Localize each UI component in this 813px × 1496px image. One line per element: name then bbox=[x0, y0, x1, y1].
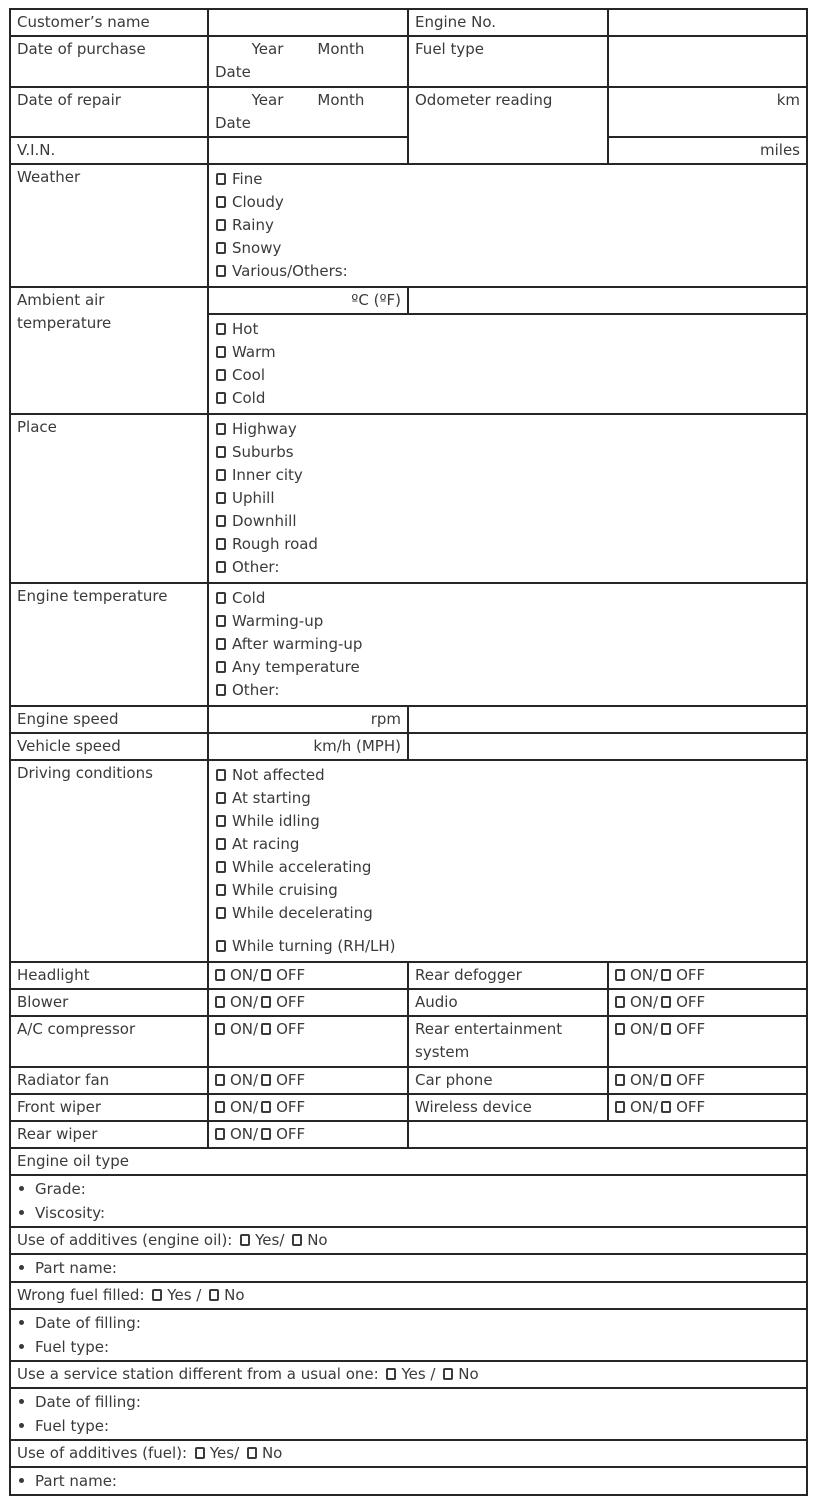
option-label: Cloudy bbox=[232, 193, 284, 211]
off-label: OFF bbox=[276, 1020, 306, 1038]
checkbox-option-downhill[interactable] bbox=[216, 510, 800, 533]
checkbox-icon[interactable] bbox=[240, 1234, 250, 1246]
part-name-fuel-cell bbox=[10, 1467, 807, 1495]
repair-date-input-cell[interactable] bbox=[208, 87, 408, 137]
ac-compressor-onoff-cell bbox=[208, 1016, 408, 1067]
checkbox-option-at-starting[interactable] bbox=[216, 787, 800, 810]
date-label: Date bbox=[215, 63, 251, 81]
bullet-icon bbox=[19, 1186, 24, 1191]
checkbox-icon[interactable] bbox=[216, 323, 226, 335]
date-of-filling-label: Date of filling: bbox=[35, 1314, 141, 1332]
blower-label: Blower bbox=[10, 989, 208, 1016]
table-row bbox=[10, 733, 807, 760]
option-label: Rainy bbox=[232, 216, 274, 234]
checkbox-icon[interactable] bbox=[247, 1447, 257, 1459]
table-row bbox=[10, 36, 807, 87]
fuel-type-label: Fuel type bbox=[408, 36, 608, 87]
yes-label: Yes/ bbox=[209, 1444, 240, 1462]
engine-oil-bullets-cell bbox=[10, 1175, 807, 1227]
option-label: Fine bbox=[232, 170, 263, 188]
engine-temperature-options-cell bbox=[208, 583, 807, 706]
ambient-temperature-input-cell[interactable] bbox=[208, 287, 408, 314]
checkbox-icon[interactable] bbox=[615, 1023, 625, 1035]
checkbox-icon[interactable] bbox=[261, 1074, 271, 1086]
wrong-fuel-label: Wrong fuel filled: bbox=[17, 1286, 145, 1304]
rear-wiper-label: Rear wiper bbox=[10, 1121, 208, 1148]
option-label: While accelerating bbox=[232, 858, 372, 876]
checkbox-icon[interactable] bbox=[216, 940, 226, 952]
on-label: ON/ bbox=[230, 966, 259, 984]
list-item bbox=[17, 1256, 800, 1280]
checkbox-icon[interactable] bbox=[216, 515, 226, 527]
rear-defogger-label: Rear defogger bbox=[408, 962, 608, 989]
checkbox-icon[interactable] bbox=[292, 1234, 302, 1246]
vehicle-speed-input-cell[interactable] bbox=[208, 733, 408, 760]
part-name-oil-cell bbox=[10, 1254, 807, 1282]
checkbox-option-cold[interactable] bbox=[216, 387, 800, 410]
option-label: After warming-up bbox=[232, 635, 363, 653]
checkbox-icon[interactable] bbox=[661, 1023, 671, 1035]
checkbox-option-rough-road[interactable] bbox=[216, 533, 800, 556]
on-label: ON/ bbox=[630, 966, 659, 984]
bullet-icon bbox=[19, 1344, 24, 1349]
checkbox-option-after-warming-up[interactable] bbox=[216, 633, 800, 656]
checkbox-option-uphill[interactable] bbox=[216, 487, 800, 510]
option-label: While decelerating bbox=[232, 904, 373, 922]
service-station-label: Use a service station different from a usual one: bbox=[17, 1365, 379, 1383]
radiator-fan-onoff-cell bbox=[208, 1067, 408, 1094]
audio-onoff-cell bbox=[608, 989, 807, 1016]
ambient-options-cell bbox=[208, 314, 807, 414]
fuel-type-label: Fuel type: bbox=[35, 1338, 110, 1356]
vehicle-speed-extra-cell[interactable] bbox=[408, 733, 807, 760]
audio-label: Audio bbox=[408, 989, 608, 1016]
checkbox-option-other[interactable] bbox=[216, 679, 800, 702]
customer-name-label: Customer’s name bbox=[10, 9, 208, 36]
on-label: ON/ bbox=[630, 1071, 659, 1089]
date-of-purchase-label: Date of purchase bbox=[10, 36, 208, 87]
checkbox-icon[interactable] bbox=[216, 392, 226, 404]
off-label: OFF bbox=[276, 966, 306, 984]
bullet-icon bbox=[19, 1265, 24, 1270]
option-label: Other: bbox=[232, 558, 280, 576]
fuel-fill-bullets-cell-2 bbox=[10, 1388, 807, 1440]
no-label: No bbox=[224, 1286, 245, 1304]
table-row bbox=[10, 1309, 807, 1361]
on-label: ON/ bbox=[630, 993, 659, 1011]
customer-name-input-cell[interactable] bbox=[208, 9, 408, 36]
checkbox-option-cloudy[interactable] bbox=[216, 191, 800, 214]
checkbox-icon[interactable] bbox=[261, 1128, 271, 1140]
checkbox-option-cold[interactable] bbox=[216, 587, 800, 610]
headlight-onoff-cell bbox=[208, 962, 408, 989]
date-label: Date bbox=[215, 114, 251, 132]
odometer-km-input-cell[interactable] bbox=[608, 87, 807, 137]
on-label: ON/ bbox=[230, 1098, 259, 1116]
rear-defogger-onoff-cell bbox=[608, 962, 807, 989]
table-row bbox=[10, 706, 807, 733]
additives-oil-cell bbox=[10, 1227, 807, 1254]
option-label: Downhill bbox=[232, 512, 297, 530]
checkbox-icon[interactable] bbox=[216, 684, 226, 696]
table-row bbox=[10, 1227, 807, 1254]
place-label: Place bbox=[10, 414, 208, 583]
miles-unit-label: miles bbox=[760, 141, 800, 159]
grade-label: Grade: bbox=[35, 1180, 86, 1198]
checkbox-icon[interactable] bbox=[216, 265, 226, 277]
table-row bbox=[10, 1175, 807, 1227]
checkbox-icon[interactable] bbox=[661, 1101, 671, 1113]
wrong-fuel-cell bbox=[10, 1282, 807, 1309]
on-label: ON/ bbox=[630, 1020, 659, 1038]
checkbox-option-inner-city[interactable] bbox=[216, 464, 800, 487]
checkbox-icon[interactable] bbox=[216, 492, 226, 504]
rear-entertainment-label: Rear entertainment system bbox=[408, 1016, 608, 1067]
fuel-type-label: Fuel type: bbox=[35, 1417, 110, 1435]
weather-label: Weather bbox=[10, 164, 208, 287]
checkbox-icon[interactable] bbox=[216, 592, 226, 604]
table-row bbox=[10, 287, 807, 314]
engine-speed-extra-cell[interactable] bbox=[408, 706, 807, 733]
checkbox-icon[interactable] bbox=[661, 996, 671, 1008]
checkbox-option-highway[interactable] bbox=[216, 418, 800, 441]
ambient-air-temperature-label: Ambient air temperature bbox=[10, 287, 208, 414]
checkbox-option-while-idling[interactable] bbox=[216, 810, 800, 833]
yes-label: Yes / bbox=[401, 1365, 436, 1383]
vehicle-speed-label: Vehicle speed bbox=[10, 733, 208, 760]
checkbox-icon[interactable] bbox=[215, 1101, 225, 1113]
checkbox-icon[interactable] bbox=[215, 969, 225, 981]
checkbox-icon[interactable] bbox=[661, 1074, 671, 1086]
option-label: Snowy bbox=[232, 239, 282, 257]
year-label: Year bbox=[251, 40, 284, 58]
checkbox-option-hot[interactable] bbox=[216, 318, 800, 341]
checkbox-icon[interactable] bbox=[261, 1101, 271, 1113]
checkbox-option-while-turning[interactable] bbox=[216, 935, 800, 958]
checkbox-icon[interactable] bbox=[261, 969, 271, 981]
car-phone-label: Car phone bbox=[408, 1067, 608, 1094]
checkbox-icon[interactable] bbox=[216, 815, 226, 827]
additives-fuel-cell bbox=[10, 1440, 807, 1467]
engine-oil-type-label: Engine oil type bbox=[10, 1148, 807, 1175]
table-row bbox=[10, 1282, 807, 1309]
off-label: OFF bbox=[676, 1071, 706, 1089]
on-label: ON/ bbox=[230, 1071, 259, 1089]
rear-wiper-onoff-cell bbox=[208, 1121, 408, 1148]
checkbox-icon[interactable] bbox=[661, 969, 671, 981]
temperature-unit-label: ºC (ºF) bbox=[351, 291, 401, 309]
off-label: OFF bbox=[676, 1098, 706, 1116]
checkbox-icon[interactable] bbox=[215, 1023, 225, 1035]
checkbox-icon[interactable] bbox=[615, 969, 625, 981]
checkbox-icon[interactable] bbox=[443, 1368, 453, 1380]
checkbox-icon[interactable] bbox=[386, 1368, 396, 1380]
odometer-miles-input-cell[interactable] bbox=[608, 137, 807, 164]
rear-entertainment-onoff-cell bbox=[608, 1016, 807, 1067]
option-label: Inner city bbox=[232, 466, 303, 484]
table-row bbox=[10, 989, 807, 1016]
month-label: Month bbox=[317, 91, 365, 109]
checkbox-option-warm[interactable] bbox=[216, 341, 800, 364]
checkbox-icon[interactable] bbox=[216, 538, 226, 550]
off-label: OFF bbox=[676, 1020, 706, 1038]
blower-onoff-cell bbox=[208, 989, 408, 1016]
off-label: OFF bbox=[276, 1125, 306, 1143]
checkbox-icon[interactable] bbox=[216, 769, 226, 781]
checkbox-option-while-cruising[interactable] bbox=[216, 879, 800, 902]
table-row bbox=[10, 583, 807, 706]
engine-no-label: Engine No. bbox=[408, 9, 608, 36]
option-label: Not affected bbox=[232, 766, 325, 784]
list-item bbox=[17, 1311, 800, 1335]
checkbox-option-while-accelerating[interactable] bbox=[216, 856, 800, 879]
wireless-device-onoff-cell bbox=[608, 1094, 807, 1121]
checkbox-icon[interactable] bbox=[615, 996, 625, 1008]
no-label: No bbox=[458, 1365, 479, 1383]
list-item bbox=[17, 1469, 800, 1493]
checkbox-icon[interactable] bbox=[615, 1074, 625, 1086]
table-row bbox=[10, 1067, 807, 1094]
option-label: Any temperature bbox=[232, 658, 360, 676]
driving-conditions-options-cell bbox=[208, 760, 807, 962]
checkbox-icon[interactable] bbox=[216, 861, 226, 873]
option-label: Suburbs bbox=[232, 443, 294, 461]
ac-compressor-label: A/C compressor bbox=[10, 1016, 208, 1067]
checkbox-option-other[interactable] bbox=[216, 556, 800, 579]
table-row bbox=[10, 414, 807, 583]
off-label: OFF bbox=[276, 1098, 306, 1116]
km-unit-label: km bbox=[776, 91, 800, 109]
off-label: OFF bbox=[276, 1071, 306, 1089]
yes-label: Yes / bbox=[167, 1286, 202, 1304]
checkbox-icon[interactable] bbox=[216, 423, 226, 435]
table-row bbox=[10, 1440, 807, 1467]
date-of-repair-label: Date of repair bbox=[10, 87, 208, 137]
checkbox-icon[interactable] bbox=[216, 792, 226, 804]
engine-temperature-label: Engine temperature bbox=[10, 583, 208, 706]
checkbox-icon[interactable] bbox=[216, 469, 226, 481]
option-label: Warm bbox=[232, 343, 276, 361]
checkbox-icon[interactable] bbox=[261, 996, 271, 1008]
service-station-cell bbox=[10, 1361, 807, 1388]
yes-label: Yes/ bbox=[255, 1231, 285, 1249]
checkbox-icon[interactable] bbox=[216, 907, 226, 919]
table-row bbox=[10, 1254, 807, 1282]
option-label: While turning (RH/LH) bbox=[232, 937, 396, 955]
checkbox-icon[interactable] bbox=[216, 219, 226, 231]
option-label: Cold bbox=[232, 389, 266, 407]
on-label: ON/ bbox=[230, 1020, 259, 1038]
checkbox-option-fine[interactable] bbox=[216, 168, 800, 191]
checkbox-icon[interactable] bbox=[215, 996, 225, 1008]
table-row bbox=[10, 9, 807, 36]
repair-questionnaire-table bbox=[9, 8, 808, 1496]
checkbox-icon[interactable] bbox=[216, 446, 226, 458]
table-row bbox=[10, 760, 807, 962]
driving-conditions-label: Driving conditions bbox=[10, 760, 208, 962]
engine-no-input-cell[interactable] bbox=[608, 9, 807, 36]
part-name-label: Part name: bbox=[35, 1259, 117, 1277]
additives-fuel-label: Use of additives (fuel): bbox=[17, 1444, 188, 1462]
part-name-label: Part name: bbox=[35, 1472, 117, 1490]
table-row bbox=[10, 1121, 807, 1148]
checkbox-option-various-others[interactable] bbox=[216, 260, 800, 283]
list-item bbox=[17, 1390, 800, 1414]
on-label: ON/ bbox=[630, 1098, 659, 1116]
table-row bbox=[10, 1388, 807, 1440]
bullet-icon bbox=[19, 1399, 24, 1404]
engine-speed-label: Engine speed bbox=[10, 706, 208, 733]
checkbox-icon[interactable] bbox=[216, 838, 226, 850]
on-label: ON/ bbox=[230, 1125, 259, 1143]
checkbox-icon[interactable] bbox=[152, 1289, 162, 1301]
table-row bbox=[10, 1361, 807, 1388]
table-row bbox=[10, 1094, 807, 1121]
table-row bbox=[10, 962, 807, 989]
checkbox-icon[interactable] bbox=[216, 242, 226, 254]
checkbox-option-not-affected[interactable] bbox=[216, 764, 800, 787]
kmh-unit-label: km/h (MPH) bbox=[313, 737, 401, 755]
option-label: While idling bbox=[232, 812, 320, 830]
option-label: Rough road bbox=[232, 535, 318, 553]
fuel-type-input-cell[interactable] bbox=[608, 36, 807, 87]
table-row bbox=[10, 1148, 807, 1175]
year-label: Year bbox=[251, 91, 284, 109]
checkbox-icon[interactable] bbox=[261, 1023, 271, 1035]
fuel-fill-bullets-cell bbox=[10, 1309, 807, 1361]
table-row bbox=[10, 164, 807, 287]
option-label: Other: bbox=[232, 681, 280, 699]
checkbox-option-snowy[interactable] bbox=[216, 237, 800, 260]
checkbox-option-while-decelerating[interactable] bbox=[216, 902, 800, 925]
rear-wiper-extra-cell bbox=[408, 1121, 807, 1148]
checkbox-icon[interactable] bbox=[216, 615, 226, 627]
bullet-icon bbox=[19, 1478, 24, 1483]
checkbox-icon[interactable] bbox=[216, 369, 226, 381]
checkbox-icon[interactable] bbox=[216, 346, 226, 358]
option-label: Cold bbox=[232, 589, 266, 607]
engine-speed-input-cell[interactable] bbox=[208, 706, 408, 733]
vin-input-cell[interactable] bbox=[208, 137, 408, 164]
option-label: At starting bbox=[232, 789, 311, 807]
checkbox-option-rainy[interactable] bbox=[216, 214, 800, 237]
checkbox-icon[interactable] bbox=[195, 1447, 205, 1459]
table-row bbox=[10, 1016, 807, 1067]
off-label: OFF bbox=[676, 993, 706, 1011]
checkbox-icon[interactable] bbox=[215, 1074, 225, 1086]
option-label: At racing bbox=[232, 835, 300, 853]
viscosity-label: Viscosity: bbox=[35, 1204, 106, 1222]
no-label: No bbox=[261, 1444, 283, 1462]
checkbox-icon[interactable] bbox=[215, 1128, 225, 1140]
ambient-temperature-extra-cell[interactable] bbox=[408, 287, 807, 314]
checkbox-option-cool[interactable] bbox=[216, 364, 800, 387]
bullet-icon bbox=[19, 1210, 24, 1215]
checkbox-icon[interactable] bbox=[209, 1289, 219, 1301]
checkbox-option-suburbs[interactable] bbox=[216, 441, 800, 464]
checkbox-icon[interactable] bbox=[615, 1101, 625, 1113]
weather-options-cell bbox=[208, 164, 807, 287]
off-label: OFF bbox=[276, 993, 306, 1011]
wireless-device-label: Wireless device bbox=[408, 1094, 608, 1121]
list-item bbox=[17, 1177, 800, 1201]
front-wiper-onoff-cell bbox=[208, 1094, 408, 1121]
option-label: Cool bbox=[232, 366, 265, 384]
option-label: Warming-up bbox=[232, 612, 324, 630]
front-wiper-label: Front wiper bbox=[10, 1094, 208, 1121]
radiator-fan-label: Radiator fan bbox=[10, 1067, 208, 1094]
checkbox-icon[interactable] bbox=[216, 173, 226, 185]
table-row bbox=[10, 87, 807, 137]
option-label: While cruising bbox=[232, 881, 338, 899]
checkbox-icon[interactable] bbox=[216, 661, 226, 673]
vin-label: V.I.N. bbox=[10, 137, 208, 164]
option-label: Various/Others: bbox=[232, 262, 348, 280]
no-label: No bbox=[307, 1231, 328, 1249]
bullet-icon bbox=[19, 1320, 24, 1325]
headlight-label: Headlight bbox=[10, 962, 208, 989]
list-item bbox=[17, 1335, 800, 1359]
odometer-reading-label: Odometer reading bbox=[408, 87, 608, 164]
checkbox-option-warming-up[interactable] bbox=[216, 610, 800, 633]
option-label: Uphill bbox=[232, 489, 275, 507]
additives-oil-label: Use of additives (engine oil): bbox=[17, 1231, 233, 1249]
checkbox-icon[interactable] bbox=[216, 638, 226, 650]
purchase-date-input-cell[interactable] bbox=[208, 36, 408, 87]
place-options-cell bbox=[208, 414, 807, 583]
checkbox-icon[interactable] bbox=[216, 196, 226, 208]
table-row bbox=[10, 1467, 807, 1495]
list-item bbox=[17, 1414, 800, 1438]
checkbox-option-any-temperature[interactable] bbox=[216, 656, 800, 679]
month-label: Month bbox=[317, 40, 365, 58]
on-label: ON/ bbox=[230, 993, 259, 1011]
rpm-unit-label: rpm bbox=[370, 710, 401, 728]
bullet-icon bbox=[19, 1423, 24, 1428]
option-label: Highway bbox=[232, 420, 297, 438]
option-label: Hot bbox=[232, 320, 259, 338]
checkbox-option-at-racing[interactable] bbox=[216, 833, 800, 856]
list-item bbox=[17, 1201, 800, 1225]
date-of-filling-label: Date of filling: bbox=[35, 1393, 141, 1411]
car-phone-onoff-cell bbox=[608, 1067, 807, 1094]
checkbox-icon[interactable] bbox=[216, 884, 226, 896]
checkbox-icon[interactable] bbox=[216, 561, 226, 573]
off-label: OFF bbox=[676, 966, 706, 984]
